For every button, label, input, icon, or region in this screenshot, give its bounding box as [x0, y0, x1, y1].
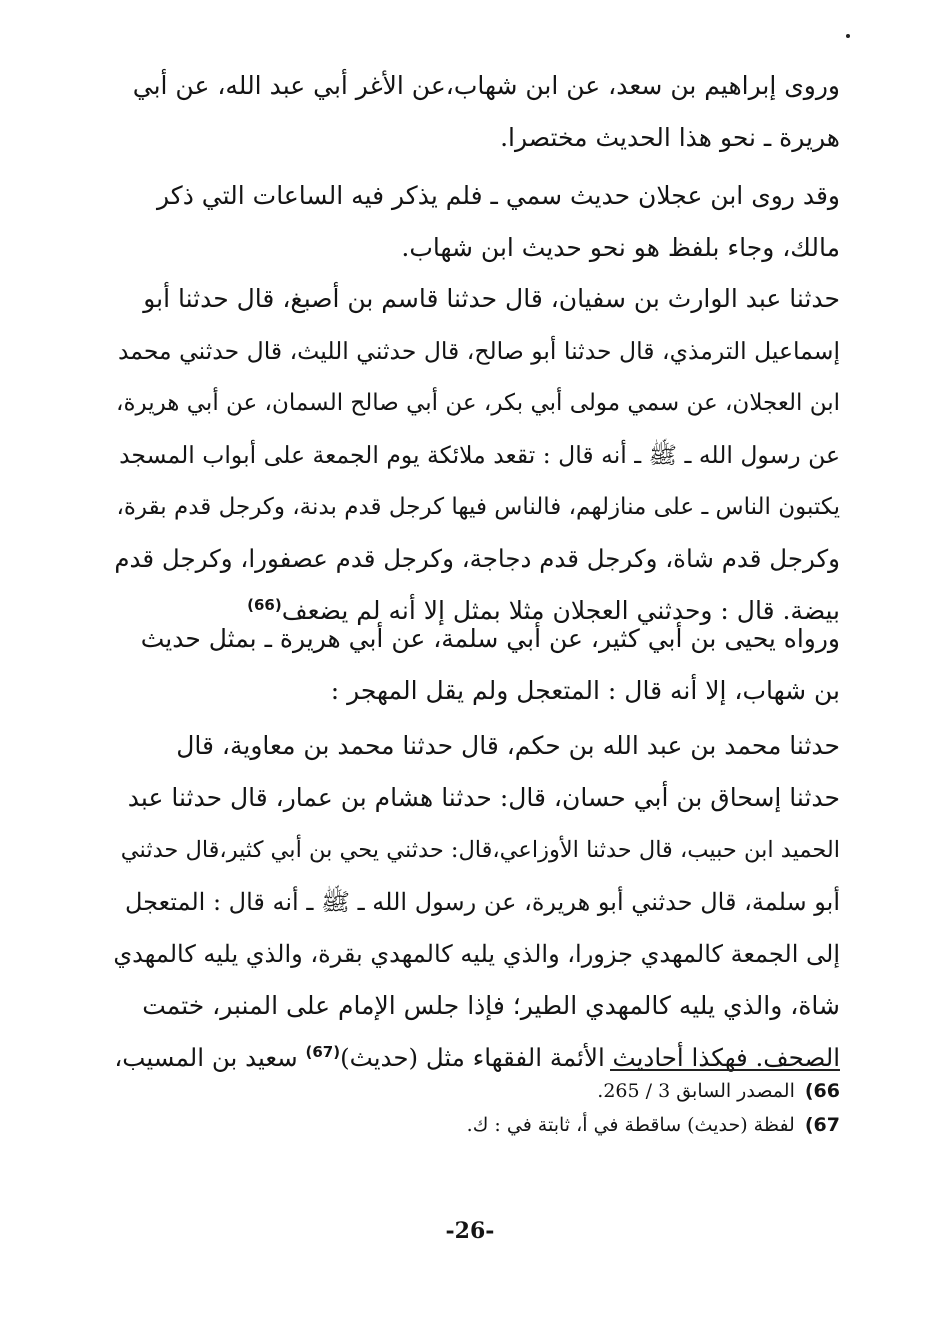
text-run: بيضة. قال : وحدثني العجلان مثلا بمثل إلا أنه لم يضعف [281, 596, 840, 625]
text-line: وروى إبراهيم بن سعد، عن ابن شهاب،عن الأغر أبي عبد الله، عن أبي [132, 71, 840, 100]
text-line: إسماعيل الترمذي، قال حدثنا أبو صالح، قال حدثني الليث، قال حدثني محمد [117, 337, 840, 365]
footnote-ref-67: (67) [305, 1043, 341, 1061]
footnote-text: المصدر السابق 3 / 265. [597, 1080, 795, 1102]
paragraph-2 [112, 170, 840, 274]
scan-speck [846, 34, 850, 38]
text-line: شاة، والذي يليه كالمهدي الطير؛ فإذا جلس الإمام على المنبر، ختمت [142, 991, 840, 1020]
footnote-67 [112, 1108, 840, 1142]
footnote-66 [112, 1074, 840, 1108]
paragraph-5 [112, 720, 840, 1084]
paragraph-1 [112, 60, 840, 164]
footnotes [112, 1074, 840, 1142]
text-line: حدثنا عبد الوارث بن سفيان، قال حدثنا قاسم بن أصبغ، قال حدثنا أبو [143, 284, 840, 313]
footnote-text: لفظة (حديث) ساقطة في أ، ثابتة في : ك. [466, 1114, 795, 1136]
paragraph-4 [112, 613, 840, 717]
text-run: الصحف. فهكذا أحاديث الأئمة الفقهاء مثل (حديث) [340, 1043, 840, 1072]
text-line: وكرجل قدم شاة، وكرجل قدم دجاجة، وكرجل قدم عصفورا، وكرجل قدم [114, 544, 840, 573]
text-line: ورواه يحيى بن أبي كثير، عن أبي سلمة، عن أبي هريرة ـ بمثل حديث [140, 624, 840, 653]
paragraph-3 [112, 273, 840, 637]
footnote-ref-66: (66) [247, 596, 282, 614]
text-line: وقد روى ابن عجلان حديث سمي ـ فلم يذكر فيه الساعات التي ذكر [157, 181, 840, 210]
footnote-number: 67) [804, 1114, 840, 1136]
footnote-number: 66) [804, 1080, 840, 1102]
text-line: يكتبون الناس ـ على منازلهم، فالناس فيها كرجل قدم بدنة، وكرجل قدم بقرة، [116, 494, 840, 520]
text-line: ابن العجلان، عن سمي مولى أبي بكر، عن أبي صالح السمان، عن أبي هريرة، [116, 390, 840, 416]
text-line: هريرة ـ نحو هذا الحديث مختصرا. [500, 123, 840, 152]
text-line: عن رسول الله ـ ﷺ ـ أنه قال : تقعد ملائكة يوم الجمعة على أبواب المسجد [119, 441, 840, 469]
text-run: سعيد بن المسيب، [114, 1043, 306, 1072]
text-line: حدثنا محمد بن عبد الله بن حكم، قال حدثنا محمد بن معاوية، قال [176, 731, 840, 760]
page-number: -26- [445, 1218, 495, 1244]
footnote-divider [610, 1069, 840, 1071]
text-line: مالك، وجاء بلفظ هو نحو حديث ابن شهاب. [401, 233, 840, 262]
text-line: أبو سلمة، قال حدثني أبو هريرة، عن رسول الله ـ ﷺ ـ أنه قال : المتعجل [124, 888, 840, 916]
text-line: بن شهاب، إلا أنه قال : المتعجل ولم يقل المهجر : [330, 676, 840, 705]
text-line: الحميد ابن حبيب، قال حدثنا الأوزاعي،قال: حدثني يحي بن أبي كثير،قال حدثني [120, 837, 840, 863]
text-line: إلى الجمعة كالمهدي جزورا، والذي يليه كالمهدي بقرة، والذي يليه كالمهدي [113, 940, 840, 968]
text-line: حدثنا إسحاق بن أبي حسان، قال: حدثنا هشام بن عمار، قال حدثنا عبد [127, 783, 840, 812]
